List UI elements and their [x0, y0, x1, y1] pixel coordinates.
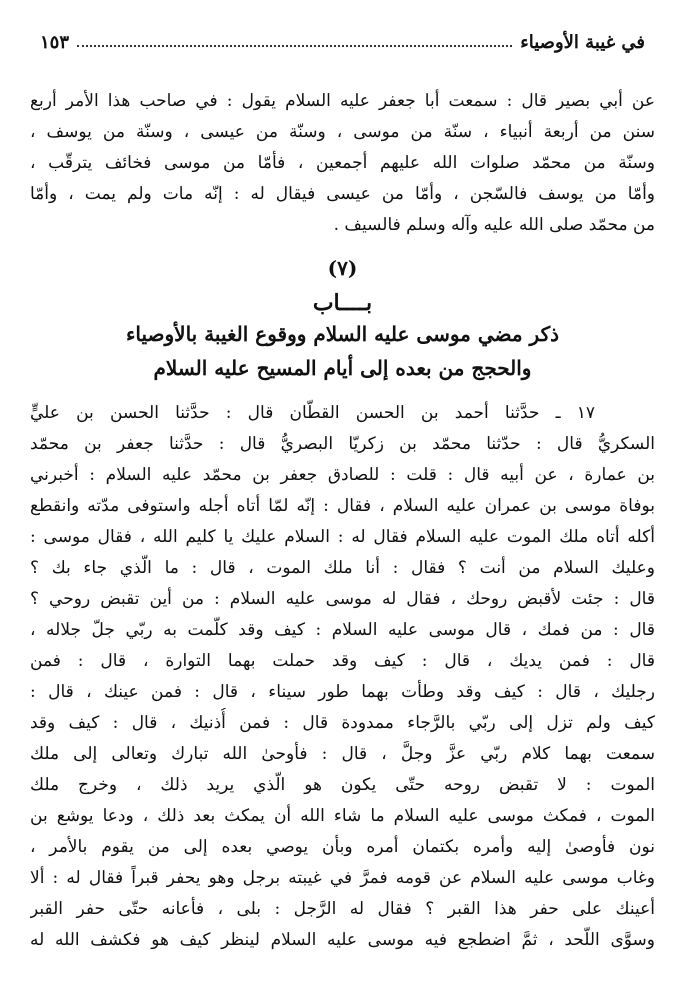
text-line: وسنّة من محمّد صلوات الله عليهم أجمعين ، فأمّا من موسى فخائف يترقّب ، — [30, 153, 655, 173]
hadith-line: الموت : لا تقبض روحه حتّى يكون هو الّذي يريد ذلك ، وخرج ملك — [30, 775, 655, 795]
hadith-line: وعليك السلام من أنت ؟ فقال : أنا ملك الموت ، قال : ما الّذي جاء بك ؟ — [30, 558, 655, 578]
hadith-line: أعينك على حفر هذا القبر ؟ فقال له الرَّجل : بلى ، فأعانه حتّى حفر القبر — [30, 899, 655, 919]
text-line: عن أبي بصير قال : سمعت أبا جعفر عليه السلام يقول : في صاحب هذا الأمر أربع — [30, 91, 655, 111]
hadith-line: رجليك ، قال : كيف وقد وطأت بهما طور سيناء ، قال : فمن عينك ، قال : — [30, 682, 655, 702]
hadith-paragraph — [30, 398, 655, 956]
dotted-leader — [77, 37, 512, 47]
chapter-title-line-1: ذكر مضي موسى عليه السلام ووقوع الغيبة بالأوصياء — [126, 322, 559, 346]
text-line: سنن من أربعة أنبياء ، سنّة من موسى ، وسنّة من عيسى ، وسنّة من يوسف ، — [30, 122, 655, 142]
hadith-line: أكله أتاه ملك الموت عليه السلام فقال له : السلام عليك يا كليم الله ، فقال موسى : — [30, 527, 655, 547]
text-line: وأمّا من يوسف فالسّجن ، وأمّا من عيسى فيقال له : إنّه مات ولم يمت ، وأمّا — [30, 184, 655, 204]
hadith-line: الموت ، فمكث موسى عليه السلام ما شاء الله أن يمكث بعد ذلك ، ودعا يوشع بن — [30, 806, 655, 826]
chapter-number: (٧) — [327, 256, 358, 280]
hadith-line: قال : جئت لأقبض روحك ، فقال له موسى عليه السلام : من أين تقبض روحي ؟ — [30, 589, 655, 609]
hadith-line: سمعت بهما كلام ربّي عزَّ وجلَّ ، قال : فأوحىٰ الله تبارك وتعالى إلى ملك — [30, 744, 655, 764]
page-header — [40, 30, 645, 54]
chapter-bab-heading: بــــاب — [312, 290, 373, 316]
hadith-line: قال : فمن يديك ، قال : كيف وقد حملت بهما التوارة ، قال : فمن — [30, 651, 655, 671]
text-line: من محمّد صلى الله عليه وآله وسلم فالسيف . — [333, 215, 655, 235]
hadith-line: بوفاة موسى بن عمران عليه السلام ، فقال : إنّه لمّا أتاه أجله واستوفى مدّته وانقطع — [30, 496, 655, 516]
intro-paragraph — [30, 86, 655, 241]
hadith-line: وسوَّى اللّحد ، ثمَّ اضطجع فيه موسى عليه السلام لينظر كيف هو فكشف الله له — [30, 930, 655, 950]
hadith-line: نون فأوصىٰ إليه وأمره بكتمان أمره وبأن يوصي بعده إلى من يقوم بالأمر ، — [30, 837, 655, 857]
page-number: ١٥٣ — [40, 31, 70, 53]
hadith-line: ١٧ ـ حدَّثنا أحمد بن الحسن القطّان قال : حدَّثنا الحسن بن عليٍّ — [30, 403, 595, 423]
running-title: في غيبة الأوصياء — [520, 31, 645, 53]
hadith-line: وغاب موسى عليه السلام عن قومه فمرَّ في غيبته برجل وهو يحفر قبراً فقال له : ألا — [30, 868, 655, 888]
hadith-line: السكريُّ قال : حدّثنا محمّد بن زكريّا البصريُّ قال : حدَّثنا جعفر بن محمّد — [30, 434, 655, 454]
hadith-line: قال : من فمك ، قال موسى عليه السلام : كيف وقد كلّمت به ربّي جلّ جلاله ، — [30, 620, 655, 640]
hadith-line: بن عمارة ، عن أبيه قال : قلت : للصادق جعفر بن محمّد عليه السلام : أخبرني — [30, 465, 655, 485]
chapter-title-line-2: والحجج من بعده إلى أيام المسيح عليه السلام — [153, 356, 532, 380]
hadith-line: كيف ولم تزل إلى ربّي بالرَّجاء ممدودة قال : فمن أُذنيك ، قال : كيف وقد — [30, 713, 655, 733]
